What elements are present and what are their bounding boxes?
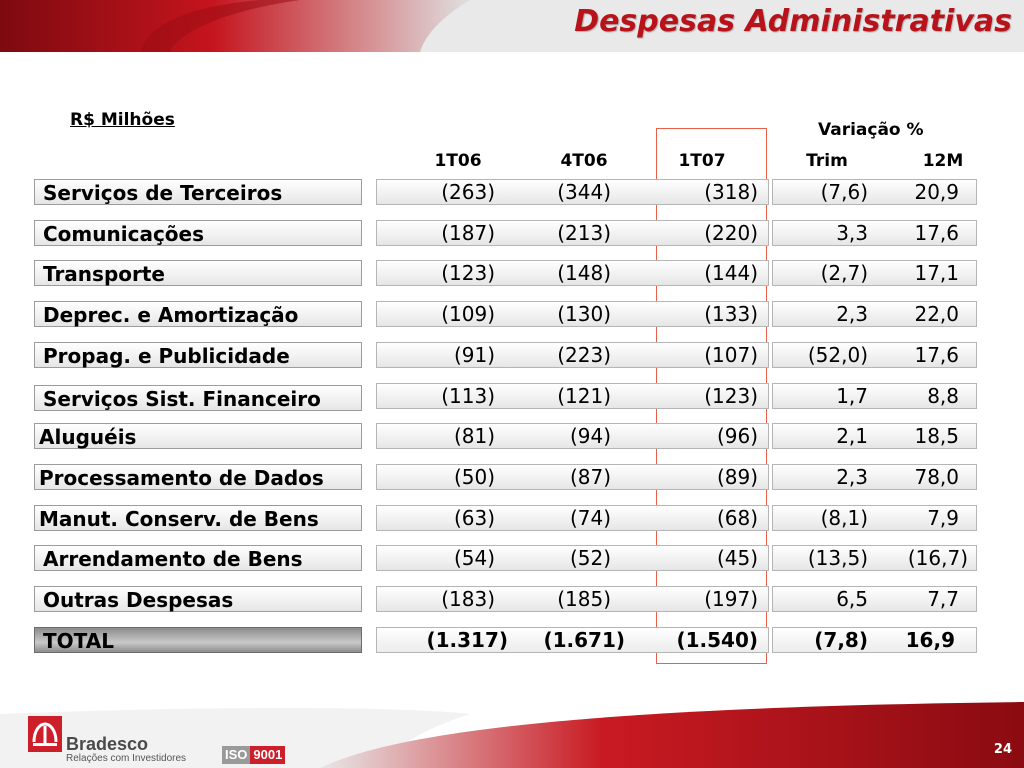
value-1t07: (133)	[704, 302, 758, 326]
table-row	[0, 586, 1024, 614]
variation-trim: (2,7)	[820, 261, 868, 285]
value-4t06: (1.671)	[543, 628, 625, 652]
variation-trim: 2,3	[836, 302, 868, 326]
row-label: Serviços de Terceiros	[34, 179, 362, 205]
column-header-1t06: 1T06	[434, 151, 482, 171]
column-header-1t07: 1T07	[678, 151, 726, 171]
variation-trim: 2,1	[836, 424, 868, 448]
value-1t07: (107)	[704, 343, 758, 367]
column-header-12m: 12M	[922, 151, 964, 171]
table-row	[0, 220, 1024, 248]
variation-trim: 1,7	[836, 384, 868, 408]
variation-12m: 20,9	[914, 180, 959, 204]
table-row-total	[0, 627, 1024, 655]
row-label: Deprec. e Amortização	[34, 301, 362, 327]
table-row	[0, 179, 1024, 207]
value-1t07: (144)	[704, 261, 758, 285]
variation-12m: 18,5	[914, 424, 959, 448]
row-label: Propag. e Publicidade	[34, 342, 362, 368]
variation-trim: 6,5	[836, 587, 868, 611]
value-4t06: (130)	[557, 302, 611, 326]
variation-12m: 16,9	[905, 628, 955, 652]
value-4t06: (223)	[557, 343, 611, 367]
variation-trim: (7,8)	[814, 628, 868, 652]
value-1t06: (50)	[453, 465, 495, 489]
variation-trim: (7,6)	[820, 180, 868, 204]
row-label: Manut. Conserv. de Bens	[34, 505, 362, 531]
iso-9001-badge	[222, 746, 285, 764]
value-1t07: (197)	[704, 587, 758, 611]
value-4t06: (87)	[569, 465, 611, 489]
row-label: Arrendamento de Bens	[34, 545, 362, 571]
value-1t06: (263)	[441, 180, 495, 204]
variation-12m: 7,7	[927, 587, 959, 611]
value-4t06: (94)	[569, 424, 611, 448]
column-header-4t06: 4T06	[560, 151, 608, 171]
row-label: Aluguéis	[34, 423, 362, 449]
row-label: Transporte	[34, 260, 362, 286]
value-1t07: (96)	[716, 424, 758, 448]
value-1t06: (113)	[441, 384, 495, 408]
value-1t06: (123)	[441, 261, 495, 285]
value-4t06: (52)	[569, 546, 611, 570]
value-1t06: (1.317)	[426, 628, 508, 652]
row-label: Outras Despesas	[34, 586, 362, 612]
value-1t07: (123)	[704, 384, 758, 408]
table-row	[0, 464, 1024, 492]
value-4t06: (185)	[557, 587, 611, 611]
brand-name: Bradesco	[66, 734, 149, 754]
table-row	[0, 545, 1024, 573]
row-label: TOTAL	[34, 627, 362, 653]
value-4t06: (74)	[569, 506, 611, 530]
variation-12m: 17,6	[914, 221, 959, 245]
row-label: Serviços Sist. Financeiro	[34, 385, 362, 411]
variation-trim: (52,0)	[807, 343, 868, 367]
variation-trim: (8,1)	[820, 506, 868, 530]
iso-badge-right: 9001	[250, 746, 285, 764]
bradesco-logo-icon	[28, 716, 62, 752]
column-header-trim: Trim	[806, 151, 848, 171]
value-1t06: (54)	[453, 546, 495, 570]
value-1t07: (89)	[716, 465, 758, 489]
variation-12m: 17,1	[914, 261, 959, 285]
table-row	[0, 505, 1024, 533]
table-row	[0, 301, 1024, 329]
value-1t07: (1.540)	[676, 628, 758, 652]
value-4t06: (121)	[557, 384, 611, 408]
value-1t07: (220)	[704, 221, 758, 245]
page-number: 24	[993, 742, 1012, 757]
value-4t06: (148)	[557, 261, 611, 285]
row-label: Processamento de Dados	[34, 464, 362, 490]
variation-12m: 78,0	[914, 465, 959, 489]
value-1t06: (183)	[441, 587, 495, 611]
iso-badge-left: ISO	[222, 746, 250, 764]
variation-12m: 17,6	[914, 343, 959, 367]
page-title: Despesas Administrativas	[574, 4, 1012, 39]
currency-label: R$ Milhões	[70, 110, 175, 130]
table-row	[0, 383, 1024, 411]
variation-trim: (13,5)	[807, 546, 868, 570]
value-1t06: (91)	[453, 343, 495, 367]
table-row	[0, 423, 1024, 451]
variation-12m: 8,8	[927, 384, 959, 408]
value-4t06: (213)	[557, 221, 611, 245]
variation-trim: 2,3	[836, 465, 868, 489]
value-4t06: (344)	[557, 180, 611, 204]
variation-12m: (16,7)	[907, 546, 968, 570]
value-1t06: (187)	[441, 221, 495, 245]
value-1t07: (45)	[716, 546, 758, 570]
row-label: Comunicações	[34, 220, 362, 246]
variation-12m: 7,9	[927, 506, 959, 530]
variation-12m: 22,0	[914, 302, 959, 326]
table-row	[0, 342, 1024, 370]
variation-label: Variação %	[818, 120, 924, 140]
value-1t06: (81)	[453, 424, 495, 448]
value-1t07: (318)	[704, 180, 758, 204]
variation-trim: 3,3	[836, 221, 868, 245]
value-1t07: (68)	[716, 506, 758, 530]
value-1t06: (109)	[441, 302, 495, 326]
value-1t06: (63)	[453, 506, 495, 530]
brand-subtitle: Relações com Investidores	[66, 753, 187, 764]
table-row	[0, 260, 1024, 288]
